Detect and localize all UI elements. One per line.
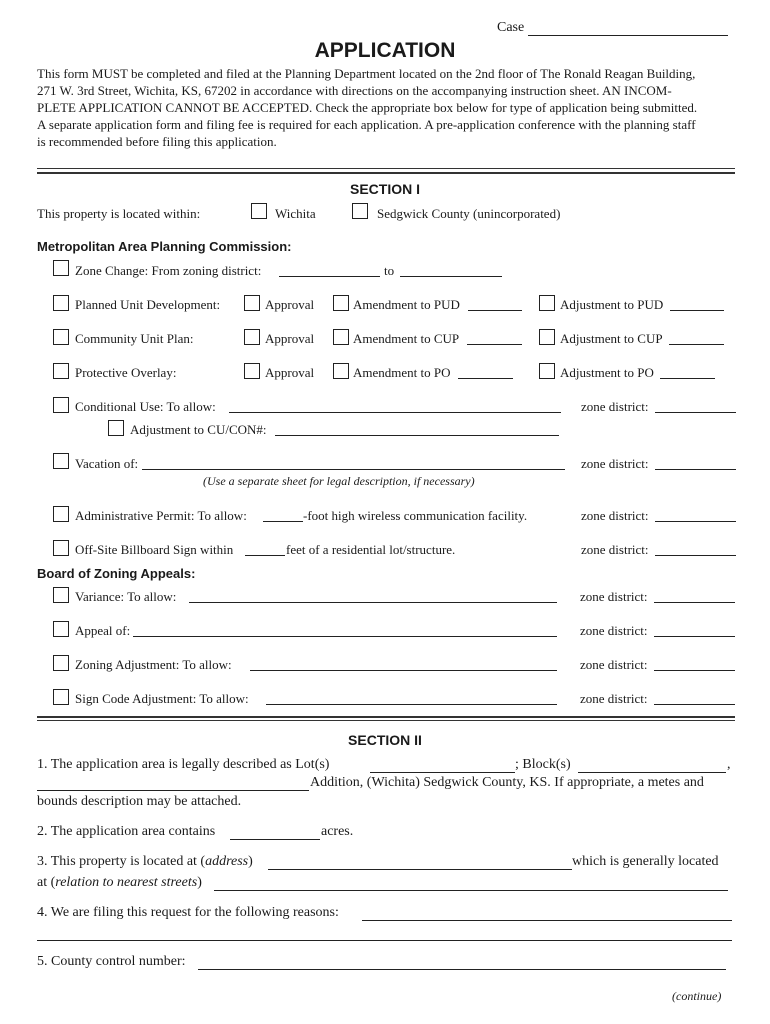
adjustment-cu-checkbox[interactable] (108, 420, 124, 436)
intro-line: PLETE APPLICATION CANNOT BE ACCEPTED. Check the appropriate box below for type of application being submitted. (37, 100, 698, 115)
billboard-checkbox[interactable] (53, 540, 69, 556)
lots-field[interactable] (370, 772, 515, 773)
vacation-label: Vacation of: (75, 456, 139, 471)
q4-label: 4. We are filing this request for the following reasons: (37, 905, 339, 920)
cup-checkbox[interactable] (53, 329, 69, 345)
zoning-adjustment-label: Zoning Adjustment: To allow: (75, 657, 232, 672)
po-adjustment-checkbox[interactable] (539, 363, 555, 379)
tower-height-field[interactable] (263, 521, 303, 522)
po-amendment-field[interactable] (458, 378, 513, 379)
po-approval-label: Approval (265, 365, 315, 380)
pud-adjustment-field[interactable] (670, 310, 724, 311)
admin-permit-label-2: -foot high wireless communication facility. (303, 508, 528, 523)
po-amendment-checkbox[interactable] (333, 363, 349, 379)
q1-label: 1. The application area is legally described as Lot(s) (37, 757, 330, 772)
zone-district-label: zone district: (580, 589, 648, 604)
zoning-adjustment-checkbox[interactable] (53, 655, 69, 671)
divider (37, 716, 735, 718)
zone-district-field[interactable] (654, 636, 735, 637)
pud-label: Planned Unit Development: (75, 297, 221, 312)
appeal-field[interactable] (133, 636, 557, 637)
continue-label: (continue) (672, 989, 722, 1003)
billboard-label-2: feet of a residential lot/structure. (286, 542, 456, 557)
intro-paragraph (37, 65, 697, 150)
q1-addition-label: Addition, (Wichita) Sedgwick County, KS. If appropriate, a metes and (310, 775, 704, 790)
q2-label: 2. The application area contains (37, 824, 216, 839)
pud-amendment-field[interactable] (468, 310, 522, 311)
cup-adjustment-checkbox[interactable] (539, 329, 555, 345)
variance-field[interactable] (189, 602, 557, 603)
section-1-heading: SECTION I (349, 181, 420, 197)
section-2-heading: SECTION II (348, 732, 422, 748)
billboard-distance-field[interactable] (245, 555, 285, 556)
variance-checkbox[interactable] (53, 587, 69, 603)
to-label: to (384, 263, 395, 278)
po-approval-checkbox[interactable] (244, 363, 260, 379)
conditional-use-label: Conditional Use: To allow: (75, 399, 216, 414)
po-adjustment-field[interactable] (660, 378, 715, 379)
vacation-field[interactable] (142, 469, 565, 470)
pud-amendment-checkbox[interactable] (333, 295, 349, 311)
intro-line: This form MUST be completed and filed at the Planning Department located on the 2nd floor of The Ronald Reagan Building, (37, 66, 696, 81)
zone-district-field[interactable] (654, 602, 735, 603)
sedgwick-label: Sedgwick County (unincorporated) (377, 206, 561, 221)
q3-relation-label: at (relation to nearest streets) (37, 875, 202, 890)
zone-district-label: zone district: (581, 542, 649, 557)
blocks-field[interactable] (578, 772, 726, 773)
zone-district-label: zone district: (581, 456, 649, 471)
po-checkbox[interactable] (53, 363, 69, 379)
located-within-label: This property is located within: (37, 206, 201, 221)
wichita-checkbox[interactable] (251, 203, 267, 219)
wichita-label: Wichita (275, 206, 316, 221)
cup-amendment-field[interactable] (467, 344, 522, 345)
q3-label: 3. This property is located at (address) (37, 854, 253, 869)
appeal-checkbox[interactable] (53, 621, 69, 637)
zoning-adjustment-field[interactable] (250, 670, 557, 671)
cup-approval-label: Approval (265, 331, 315, 346)
po-amendment-label: Amendment to PO (353, 365, 451, 380)
zone-change-label: Zone Change: From zoning district: (75, 263, 262, 278)
adjustment-cu-label: Adjustment to CU/CON#: (130, 422, 267, 437)
case-label: Case (497, 20, 525, 35)
cup-label: Community Unit Plan: (75, 331, 194, 346)
admin-permit-label: Administrative Permit: To allow: (75, 508, 247, 523)
from-district-field[interactable] (279, 276, 380, 277)
cup-amendment-label: Amendment to CUP (353, 331, 460, 346)
cup-approval-checkbox[interactable] (244, 329, 260, 345)
pud-amendment-label: Amendment to PUD (353, 297, 460, 312)
q3-location-label: which is generally located (572, 854, 719, 869)
pud-approval-label: Approval (265, 297, 315, 312)
zone-district-field[interactable] (655, 555, 736, 556)
relation-streets-field[interactable] (214, 890, 728, 891)
sign-code-label: Sign Code Adjustment: To allow: (75, 691, 249, 706)
zone-district-label: zone district: (580, 623, 648, 638)
to-district-field[interactable] (400, 276, 502, 277)
case-number-field[interactable] (528, 35, 728, 36)
conditional-use-checkbox[interactable] (53, 397, 69, 413)
cup-adjustment-field[interactable] (669, 344, 724, 345)
bza-heading: Board of Zoning Appeals: (37, 566, 196, 581)
sign-code-field[interactable] (266, 704, 557, 705)
page-title: APPLICATION (314, 39, 456, 62)
zone-district-field[interactable] (654, 670, 735, 671)
zone-district-label: zone district: (580, 691, 648, 706)
variance-label: Variance: To allow: (75, 589, 177, 604)
intro-line: is recommended before filing this application. (37, 134, 277, 149)
cup-amendment-checkbox[interactable] (333, 329, 349, 345)
intro-line: A separate application form and filing fee is required for each application. A pre-application conference with the planning staff (37, 117, 696, 132)
pud-adjustment-label: Adjustment to PUD (560, 297, 664, 312)
zone-district-field[interactable] (654, 704, 735, 705)
vacation-checkbox[interactable] (53, 453, 69, 469)
mapc-heading: Metropolitan Area Planning Commission: (37, 239, 292, 254)
vacation-note: (Use a separate sheet for legal description, if necessary) (203, 474, 475, 488)
zone-district-field[interactable] (655, 521, 736, 522)
intro-line: 271 W. 3rd Street, Wichita, KS, 67202 in accordance with directions on the accompanying instruction sheet. AN INCOM- (37, 83, 672, 98)
pud-adjustment-checkbox[interactable] (539, 295, 555, 311)
divider (37, 168, 735, 169)
divider (37, 172, 735, 174)
zone-district-label: zone district: (580, 657, 648, 672)
cup-adjustment-label: Adjustment to CUP (560, 331, 663, 346)
admin-permit-checkbox[interactable] (53, 506, 69, 522)
pud-checkbox[interactable] (53, 295, 69, 311)
zone-district-label: zone district: (581, 508, 649, 523)
appeal-label: Appeal of: (75, 623, 131, 638)
reasons-field[interactable] (362, 920, 732, 921)
pud-approval-checkbox[interactable] (244, 295, 260, 311)
zone-district-field[interactable] (655, 469, 736, 470)
addition-field[interactable] (37, 790, 309, 791)
sedgwick-checkbox[interactable] (352, 203, 368, 219)
q5-label: 5. County control number: (37, 954, 186, 969)
adjustment-cu-field[interactable] (275, 435, 559, 436)
q1-block-label: ; Block(s) (515, 757, 571, 772)
q1-comma: , (727, 757, 731, 772)
po-label: Protective Overlay: (75, 365, 177, 380)
sign-code-checkbox[interactable] (53, 689, 69, 705)
zone-district-label: zone district: (581, 399, 649, 414)
q1-bounds-label: bounds description may be attached. (37, 794, 242, 809)
address-field[interactable] (268, 869, 572, 870)
reasons-field-line-2[interactable] (37, 940, 732, 941)
zone-change-checkbox[interactable] (53, 260, 69, 276)
acres-field[interactable] (230, 839, 320, 840)
zone-district-field[interactable] (655, 412, 736, 413)
county-control-number-field[interactable] (198, 969, 726, 970)
billboard-label: Off-Site Billboard Sign within (75, 542, 234, 557)
divider (37, 720, 735, 721)
conditional-use-field[interactable] (229, 412, 561, 413)
po-adjustment-label: Adjustment to PO (560, 365, 654, 380)
q2-acres-label: acres. (321, 824, 354, 839)
